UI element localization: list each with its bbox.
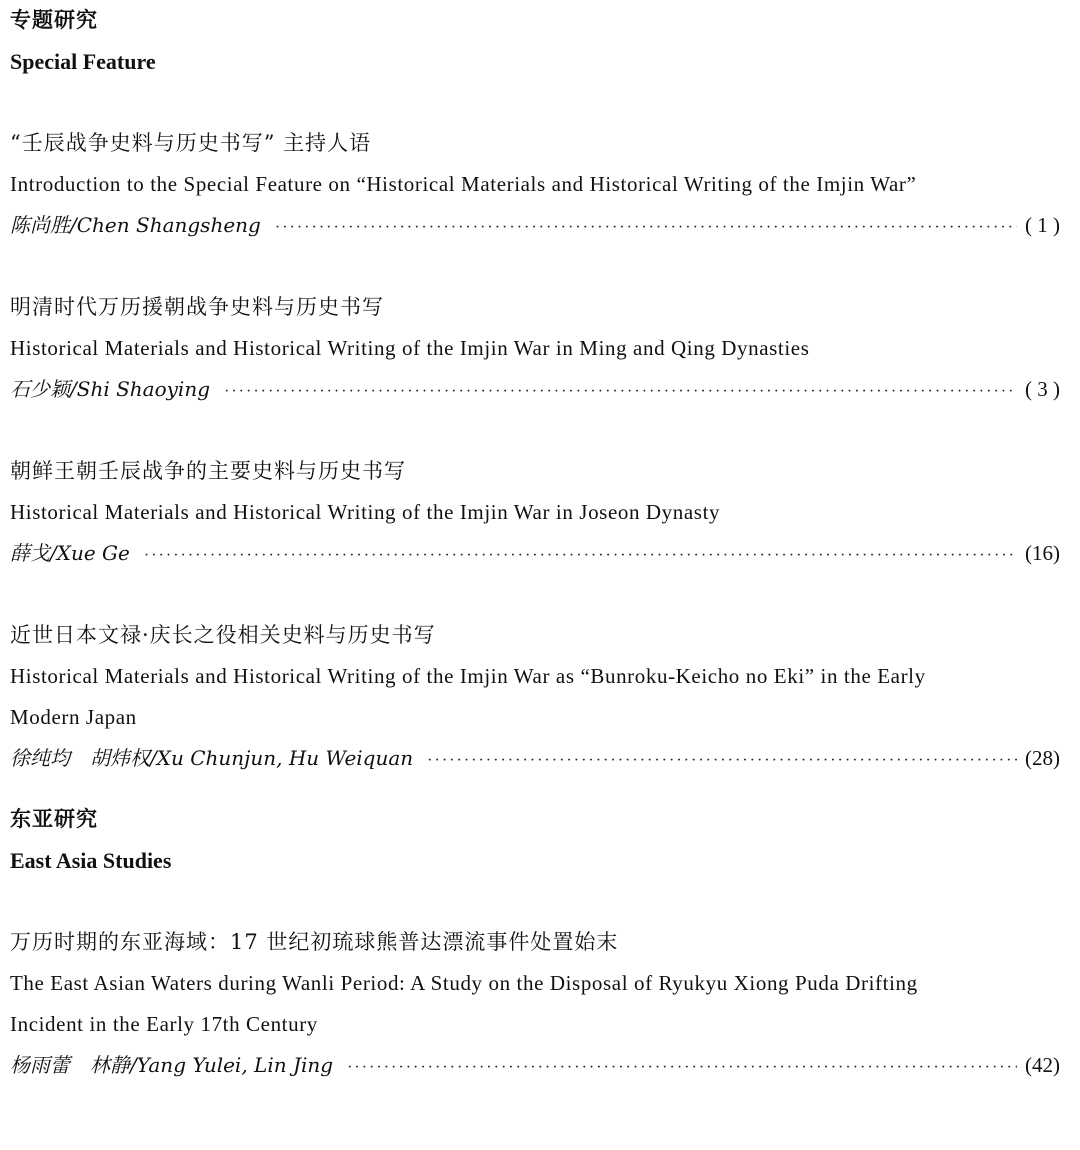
toc-entry[interactable] (10, 287, 1060, 410)
entry-author: 薛戈/Xue Ge (10, 541, 130, 565)
entry-title-zh: 明清时代万历援朝战争史料与历史书写 (10, 295, 384, 319)
entry-title-en-continued: Incident in the Early 17th Century (10, 1012, 318, 1036)
entry-author: 徐纯均 胡炜权/Xu Chunjun, Hu Weiquan (10, 746, 414, 770)
entry-author: 杨雨蕾 林静/Yang Yulei, Lin Jing (10, 1053, 334, 1077)
entry-author-line (10, 1045, 1060, 1086)
entry-title-en-continued: Modern Japan (10, 705, 137, 729)
section-title-en: East Asia Studies (10, 848, 172, 873)
entry-title-zh: 近世日本文禄·庆长之役相关史料与历史书写 (10, 623, 436, 647)
entry-title-zh: 万历时期的东亚海域：17 世纪初琉球熊普达漂流事件处置始末 (10, 930, 619, 954)
entry-page-number: (42) (1025, 1053, 1060, 1077)
dot-leader (427, 740, 1017, 781)
entry-title-en: Historical Materials and Historical Writing of the Imjin War in Joseon Dynasty (10, 500, 721, 524)
toc-entry[interactable] (10, 922, 1060, 1086)
dot-leader (224, 371, 1017, 412)
section-title-en: Special Feature (10, 49, 156, 74)
entry-author-line (10, 369, 1060, 410)
entry-author: 陈尚胜/Chen Shangsheng (10, 213, 261, 237)
entry-title-zh: 朝鲜王朝壬辰战争的主要史料与历史书写 (10, 459, 406, 483)
section-header (10, 799, 1060, 881)
entry-author-line (10, 533, 1060, 574)
toc-entry[interactable] (10, 123, 1060, 246)
dot-leader (347, 1047, 1017, 1088)
section-title-zh: 专题研究 (10, 8, 98, 32)
entry-page-number: ( 1 ) (1025, 213, 1060, 237)
entry-author-line (10, 205, 1060, 246)
entry-title-en: The East Asian Waters during Wanli Period: A Study on the Disposal of Ryukyu Xiong Puda Drifting (10, 971, 918, 995)
section-header (10, 0, 1060, 82)
entry-page-number: (28) (1025, 746, 1060, 770)
toc-entry[interactable] (10, 451, 1060, 574)
entry-author: 石少颖/Shi Shaoying (10, 377, 210, 401)
toc-entry[interactable] (10, 615, 1060, 779)
entry-title-en: Historical Materials and Historical Writing of the Imjin War as “Bunroku-Keicho no Eki” in the Early (10, 664, 926, 688)
entry-author-line (10, 738, 1060, 779)
dot-leader (144, 535, 1017, 576)
entry-title-zh: “壬辰战争史料与历史书写” 主持人语 (10, 131, 372, 155)
section-title-zh: 东亚研究 (10, 807, 98, 831)
entry-page-number: (16) (1025, 541, 1060, 565)
entry-title-en: Introduction to the Special Feature on “Historical Materials and Historical Writing of the Imjin War” (10, 172, 917, 196)
table-of-contents (10, 0, 1060, 1086)
entry-title-en: Historical Materials and Historical Writing of the Imjin War in Ming and Qing Dynasties (10, 336, 810, 360)
dot-leader (275, 207, 1017, 248)
entry-page-number: ( 3 ) (1025, 377, 1060, 401)
